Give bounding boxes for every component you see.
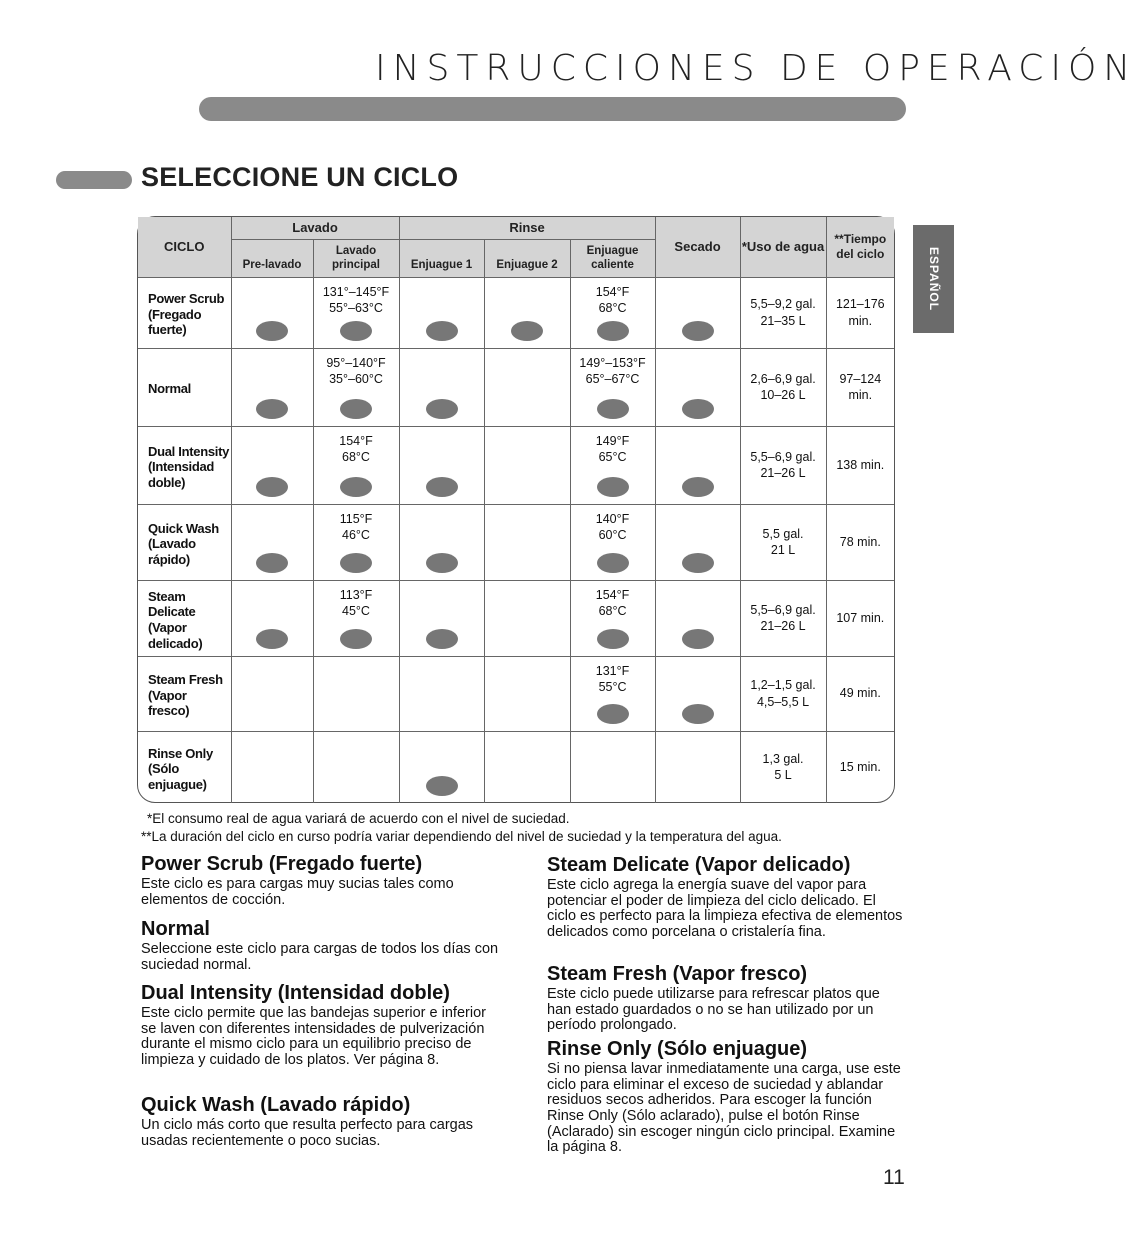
step-cell <box>484 580 570 656</box>
step-cell <box>655 580 740 656</box>
step-dot <box>340 629 372 649</box>
hot-rinse-temperature: 149°F 65°C <box>595 433 630 464</box>
step-dot <box>597 477 629 497</box>
cycle-row <box>138 277 894 348</box>
step-cell <box>399 348 484 426</box>
step-dot <box>682 629 714 649</box>
step-cell <box>313 426 399 504</box>
cycle-time: 49 min. <box>826 656 894 731</box>
steam-fresh-heading: Steam Fresh (Vapor fresco) <box>547 963 808 985</box>
quick-wash-description <box>141 1094 501 1149</box>
step-cell <box>570 277 655 348</box>
step-cell <box>570 348 655 426</box>
main-wash-temperature: 115°F 46°C <box>339 511 373 542</box>
step-dot <box>256 399 288 419</box>
step-cell <box>570 426 655 504</box>
header-water: *Uso de agua <box>740 217 826 277</box>
cycle-time: 97–124 min. <box>826 348 894 426</box>
main-wash-temperature: 154°F 68°C <box>339 433 373 464</box>
step-cell <box>655 731 740 803</box>
cycle-table-frame <box>137 216 895 803</box>
step-dot <box>426 553 458 573</box>
cycle-time: 15 min. <box>826 731 894 803</box>
normal-text: Seleccione este ciclo para cargas de todos los días con suciedad normal. <box>141 941 499 973</box>
water-footnote: *El consumo real de agua variará de acuerdo con el nivel de suciedad. <box>147 811 570 826</box>
power-scrub-description <box>141 853 501 908</box>
language-tab <box>913 225 954 333</box>
step-cell <box>484 426 570 504</box>
water-usage: 1,3 gal. 5 L <box>740 731 826 803</box>
header-dry: Secado <box>655 217 740 277</box>
step-dot <box>682 321 714 341</box>
cycle-row <box>138 426 894 504</box>
step-cell <box>399 656 484 731</box>
cycle-name: Rinse Only (Sólo enjuague) <box>138 731 231 803</box>
cycle-time: 107 min. <box>826 580 894 656</box>
header-main-wash: Lavado principal <box>313 239 399 277</box>
cycle-row <box>138 731 894 803</box>
step-dot <box>340 553 372 573</box>
steam-delicate-heading: Steam Delicate (Vapor delicado) <box>547 854 851 876</box>
hot-rinse-temperature: 149°–153°F 65°–67°C <box>579 355 646 386</box>
water-usage: 5,5–9,2 gal. 21–35 L <box>740 277 826 348</box>
step-cell <box>313 580 399 656</box>
dual-intensity-text: Este ciclo permite que las bandejas superior e inferior se laven con diferentes intensidades de pulverización durante el mismo ciclo para un equilibrio preciso de limpieza y cuidado de los platos. Ver página 8. <box>141 1005 486 1068</box>
normal-description <box>141 918 501 973</box>
step-dot <box>256 477 288 497</box>
rinse-only-text: Si no piensa lavar inmediatamente una carga, use este ciclo para eliminar el exceso de suciedad y ablandar residuos secos adheridos. Para escoger la función Rinse Only (Sólo aclarado), pulse el botón Rinse (Aclarado) sin escoger ningún ciclo principal. Examine la página 8. <box>547 1061 901 1156</box>
step-cell <box>231 731 313 803</box>
steam-fresh-description <box>547 963 907 1034</box>
step-dot <box>340 321 372 341</box>
cycle-name: Steam Delicate (Vapor delicado) <box>138 580 231 656</box>
step-dot <box>340 399 372 419</box>
page-number: 11 <box>883 1166 905 1189</box>
header-rinse-2: Enjuague 2 <box>484 239 570 277</box>
step-cell <box>655 426 740 504</box>
quick-wash-heading: Quick Wash (Lavado rápido) <box>141 1094 411 1116</box>
step-cell <box>655 656 740 731</box>
cycle-name: Quick Wash (Lavado rápido) <box>138 504 231 580</box>
step-dot <box>597 629 629 649</box>
step-dot <box>682 553 714 573</box>
step-dot <box>682 704 714 724</box>
step-cell <box>484 277 570 348</box>
cycle-name: Dual Intensity (Intensidad doble) <box>138 426 231 504</box>
title-divider-bar <box>199 97 906 121</box>
step-dot <box>511 321 543 341</box>
header-prewash: Pre-lavado <box>231 239 313 277</box>
step-cell <box>570 656 655 731</box>
section-title: SELECCIONE UN CICLO <box>141 162 459 192</box>
step-cell <box>570 580 655 656</box>
step-cell <box>570 731 655 803</box>
power-scrub-heading: Power Scrub (Fregado fuerte) <box>141 853 423 875</box>
step-dot <box>256 321 288 341</box>
step-dot <box>426 477 458 497</box>
step-cell <box>231 277 313 348</box>
cycle-name: Power Scrub (Fregado fuerte) <box>138 277 231 348</box>
section-marker <box>56 171 132 189</box>
step-dot <box>597 321 629 341</box>
water-usage: 1,2–1,5 gal. 4,5–5,5 L <box>740 656 826 731</box>
step-cell <box>231 504 313 580</box>
water-usage: 5,5–6,9 gal. 21–26 L <box>740 426 826 504</box>
step-cell <box>655 504 740 580</box>
cycle-name: Normal <box>138 348 231 426</box>
step-cell <box>399 504 484 580</box>
cycle-name: Steam Fresh (Vapor fresco) <box>138 656 231 731</box>
cycle-time: 138 min. <box>826 426 894 504</box>
step-cell <box>655 277 740 348</box>
step-cell <box>313 504 399 580</box>
step-cell <box>313 277 399 348</box>
dual-intensity-description <box>141 982 501 1069</box>
header-time: **Tiempo del ciclo <box>826 217 894 277</box>
step-cell <box>231 348 313 426</box>
step-cell <box>399 731 484 803</box>
step-cell <box>313 731 399 803</box>
cycle-row <box>138 656 894 731</box>
step-cell <box>399 426 484 504</box>
header-wash: Lavado <box>231 217 399 239</box>
hot-rinse-temperature: 154°F 68°C <box>595 284 630 315</box>
step-cell <box>313 348 399 426</box>
page-title: INSTRUCCIONES DE OPERACIÓN <box>375 48 1137 89</box>
step-cell <box>399 277 484 348</box>
step-dot <box>682 477 714 497</box>
step-cell <box>399 580 484 656</box>
cycle-row <box>138 348 894 426</box>
step-cell <box>570 504 655 580</box>
step-dot <box>597 553 629 573</box>
cycle-table <box>138 217 894 803</box>
step-dot <box>597 704 629 724</box>
step-cell <box>484 348 570 426</box>
step-dot <box>682 399 714 419</box>
hot-rinse-temperature: 140°F 60°C <box>595 511 630 542</box>
steam-delicate-description <box>547 854 907 941</box>
step-dot <box>256 629 288 649</box>
steam-fresh-text: Este ciclo puede utilizarse para refrescar platos que han estado guardados o no se han utilizado por un período prolongado. <box>547 986 880 1034</box>
header-hot-rinse: Enjuague caliente <box>570 239 655 277</box>
step-cell <box>484 656 570 731</box>
water-usage: 5,5 gal. 21 L <box>740 504 826 580</box>
step-cell <box>231 656 313 731</box>
step-dot <box>256 553 288 573</box>
step-dot <box>426 776 458 796</box>
step-cell <box>484 504 570 580</box>
hot-rinse-temperature: 154°F 68°C <box>595 587 630 618</box>
step-cell <box>313 656 399 731</box>
step-cell <box>231 580 313 656</box>
step-dot <box>426 629 458 649</box>
header-cycle: CICLO <box>138 217 231 277</box>
header-rinse-1: Enjuague 1 <box>399 239 484 277</box>
steam-delicate-text: Este ciclo agrega la energía suave del vapor para potenciar el poder de limpieza del ciclo delicado. El ciclo es perfecto para la limpieza efectiva de elementos delicados como porcelana o cristalería fina. <box>547 877 903 940</box>
cycle-row <box>138 504 894 580</box>
step-cell <box>655 348 740 426</box>
quick-wash-text: Un ciclo más corto que resulta perfecto para cargas usadas recientemente o poco sucias. <box>141 1117 474 1149</box>
main-wash-temperature: 131°–145°F 55°–63°C <box>322 284 390 315</box>
step-dot <box>597 399 629 419</box>
header-rinse: Rinse <box>399 217 655 239</box>
cycle-time: 78 min. <box>826 504 894 580</box>
rinse-only-heading: Rinse Only (Sólo enjuague) <box>547 1038 808 1060</box>
table-footnotes <box>141 810 782 845</box>
dual-intensity-heading: Dual Intensity (Intensidad doble) <box>141 982 450 1004</box>
main-wash-temperature: 95°–140°F 35°–60°C <box>326 355 386 386</box>
cycle-time: 121–176 min. <box>826 277 894 348</box>
water-usage: 2,6–6,9 gal. 10–26 L <box>740 348 826 426</box>
step-dot <box>426 399 458 419</box>
step-cell <box>484 731 570 803</box>
step-cell <box>231 426 313 504</box>
main-wash-temperature: 113°F 45°C <box>339 587 373 618</box>
water-usage: 5,5–6,9 gal. 21–26 L <box>740 580 826 656</box>
step-dot <box>426 321 458 341</box>
cycle-row <box>138 580 894 656</box>
hot-rinse-temperature: 131°F 55°C <box>595 663 630 694</box>
rinse-only-description <box>547 1038 907 1156</box>
power-scrub-text: Este ciclo es para cargas muy sucias tales como elementos de cocción. <box>141 876 454 908</box>
duration-footnote: **La duración del ciclo en curso podría variar dependiendo del nivel de suciedad y la temperatura del agua. <box>141 828 782 844</box>
step-dot <box>340 477 372 497</box>
normal-heading: Normal <box>141 918 210 940</box>
language-tab-label: ESPAÑOL <box>926 246 941 312</box>
